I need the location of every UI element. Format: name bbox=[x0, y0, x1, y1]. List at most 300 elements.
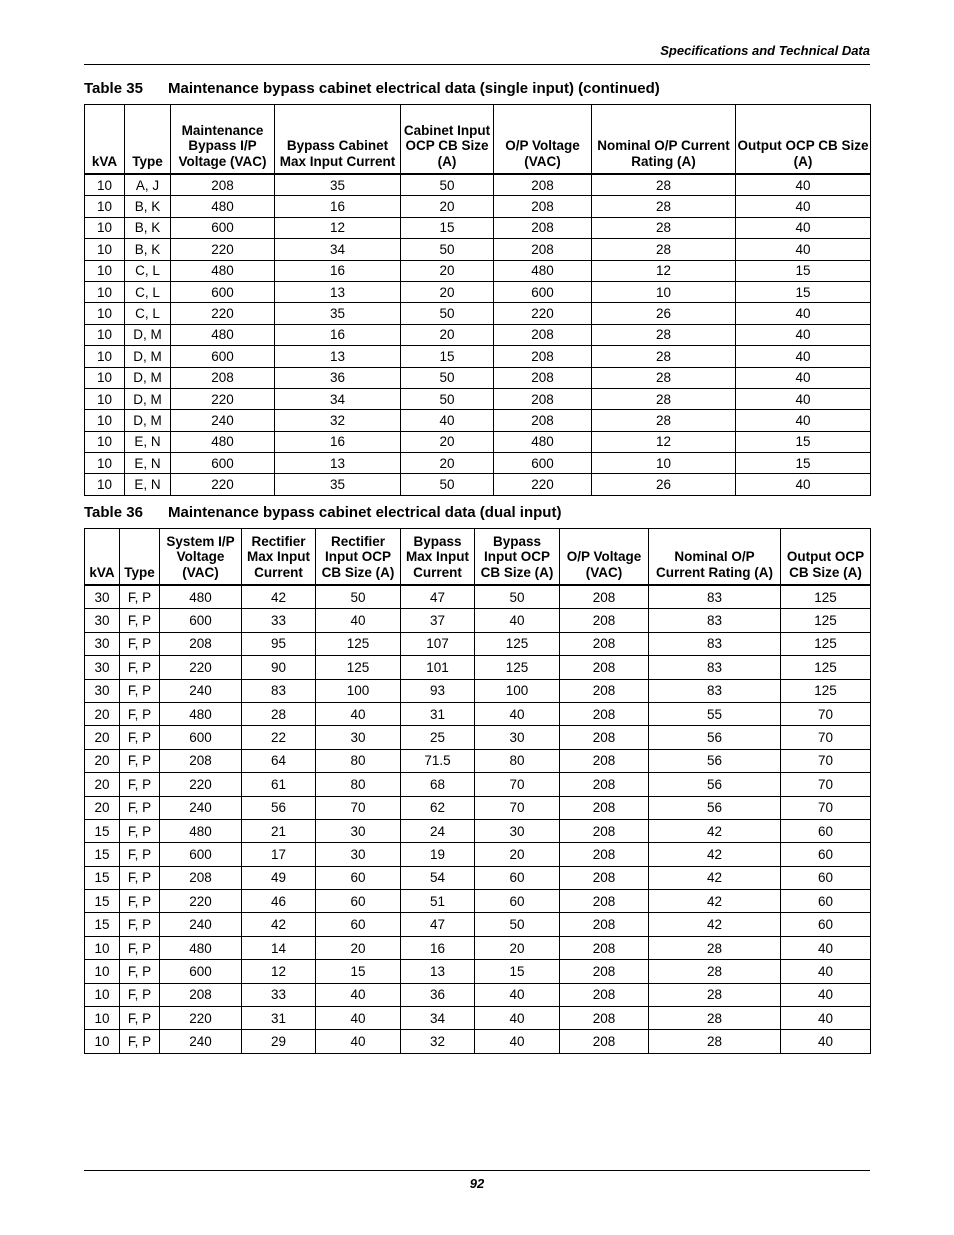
table-36-header-row bbox=[85, 529, 871, 586]
table-cell: 208 bbox=[560, 726, 649, 749]
table-row bbox=[85, 217, 871, 238]
table-cell: 20 bbox=[401, 324, 494, 345]
table-cell: 40 bbox=[781, 960, 871, 983]
table-row bbox=[85, 983, 871, 1006]
table-row bbox=[85, 174, 871, 196]
table-cell: 34 bbox=[275, 388, 401, 409]
table-cell: 10 bbox=[85, 936, 120, 959]
table-cell: 208 bbox=[171, 174, 275, 196]
table-cell: F, P bbox=[120, 843, 160, 866]
table-cell: C, L bbox=[125, 281, 171, 302]
table-cell: 208 bbox=[160, 749, 242, 772]
table-cell: 20 bbox=[475, 936, 560, 959]
table-cell: 40 bbox=[781, 1007, 871, 1030]
table-row bbox=[85, 656, 871, 679]
table-cell: 40 bbox=[475, 983, 560, 1006]
table-cell: 10 bbox=[85, 983, 120, 1006]
table-cell: F, P bbox=[120, 632, 160, 655]
table-35-title: Maintenance bypass cabinet electrical data (single input) (continued) bbox=[168, 80, 660, 97]
table-cell: 208 bbox=[494, 239, 592, 260]
table-row bbox=[85, 324, 871, 345]
table-row bbox=[85, 1030, 871, 1053]
table-cell: 30 bbox=[85, 609, 120, 632]
table-cell: 50 bbox=[401, 239, 494, 260]
table-cell: 60 bbox=[781, 913, 871, 936]
table-cell: 208 bbox=[560, 679, 649, 702]
table-cell: 40 bbox=[736, 239, 871, 260]
table-cell: 10 bbox=[85, 346, 125, 367]
table-cell: 50 bbox=[401, 174, 494, 196]
table-cell: 50 bbox=[401, 303, 494, 324]
table-cell: 46 bbox=[242, 890, 316, 913]
column-header-bypass-max-input-current: Bypass Max Input Current bbox=[401, 529, 475, 586]
table-row bbox=[85, 410, 871, 431]
table-cell: 16 bbox=[275, 260, 401, 281]
table-cell: 40 bbox=[316, 1030, 401, 1053]
table-cell: 208 bbox=[560, 609, 649, 632]
table-cell: 480 bbox=[160, 819, 242, 842]
table-36-title: Maintenance bypass cabinet electrical data (dual input) bbox=[168, 504, 562, 521]
table-cell: 50 bbox=[401, 367, 494, 388]
table-cell: 220 bbox=[160, 1007, 242, 1030]
table-cell: 240 bbox=[160, 796, 242, 819]
table-cell: 16 bbox=[275, 324, 401, 345]
table-35-number: Table 35 bbox=[84, 80, 143, 97]
table-cell: 15 bbox=[85, 843, 120, 866]
table-cell: 208 bbox=[560, 796, 649, 819]
table-cell: 40 bbox=[736, 410, 871, 431]
table-cell: 15 bbox=[85, 819, 120, 842]
table-36-number: Table 36 bbox=[84, 504, 143, 521]
table-cell: 64 bbox=[242, 749, 316, 772]
table-row bbox=[85, 239, 871, 260]
table-row bbox=[85, 453, 871, 474]
table-cell: 40 bbox=[736, 196, 871, 217]
table-cell: 480 bbox=[160, 702, 242, 725]
table-cell: 36 bbox=[275, 367, 401, 388]
table-cell: 40 bbox=[781, 1030, 871, 1053]
table-cell: 60 bbox=[316, 866, 401, 889]
table-row bbox=[85, 303, 871, 324]
table-cell: 70 bbox=[781, 773, 871, 796]
table-cell: 125 bbox=[781, 632, 871, 655]
table-cell: 208 bbox=[560, 960, 649, 983]
table-cell: 208 bbox=[160, 866, 242, 889]
table-cell: 40 bbox=[401, 410, 494, 431]
table-cell: 60 bbox=[781, 890, 871, 913]
table-cell: A, J bbox=[125, 174, 171, 196]
column-header-kva: kVA bbox=[85, 105, 125, 175]
table-cell: F, P bbox=[120, 656, 160, 679]
table-cell: 10 bbox=[85, 960, 120, 983]
table-cell: 42 bbox=[242, 913, 316, 936]
table-cell: 10 bbox=[85, 174, 125, 196]
table-cell: 125 bbox=[781, 585, 871, 609]
table-cell: 32 bbox=[401, 1030, 475, 1053]
table-cell: 31 bbox=[242, 1007, 316, 1030]
table-cell: 600 bbox=[171, 346, 275, 367]
table-cell: 20 bbox=[401, 453, 494, 474]
table-cell: 208 bbox=[560, 819, 649, 842]
table-cell: 40 bbox=[781, 983, 871, 1006]
table-cell: 30 bbox=[85, 585, 120, 609]
table-cell: 50 bbox=[401, 474, 494, 495]
table-cell: B, K bbox=[125, 239, 171, 260]
table-cell: 10 bbox=[85, 410, 125, 431]
table-cell: 208 bbox=[494, 388, 592, 409]
table-cell: E, N bbox=[125, 474, 171, 495]
table-cell: 80 bbox=[316, 749, 401, 772]
table-cell: 61 bbox=[242, 773, 316, 796]
table-cell: 83 bbox=[649, 585, 781, 609]
column-header-nominal-op-current: Nominal O/P Current Rating (A) bbox=[649, 529, 781, 586]
table-cell: 208 bbox=[560, 983, 649, 1006]
table-cell: F, P bbox=[120, 1030, 160, 1053]
table-cell: 83 bbox=[242, 679, 316, 702]
table-cell: 83 bbox=[649, 632, 781, 655]
table-cell: 10 bbox=[85, 474, 125, 495]
table-cell: F, P bbox=[120, 819, 160, 842]
table-cell: 34 bbox=[275, 239, 401, 260]
table-cell: 28 bbox=[649, 960, 781, 983]
table-36-caption bbox=[84, 504, 561, 521]
table-cell: B, K bbox=[125, 196, 171, 217]
table-cell: 220 bbox=[171, 474, 275, 495]
column-header-bypass-input-ocp: Bypass Input OCP CB Size (A) bbox=[475, 529, 560, 586]
table-row bbox=[85, 388, 871, 409]
table-cell: 16 bbox=[275, 196, 401, 217]
table-cell: 25 bbox=[401, 726, 475, 749]
table-cell: 480 bbox=[171, 431, 275, 452]
table-cell: 125 bbox=[781, 609, 871, 632]
table-cell: 40 bbox=[316, 983, 401, 1006]
table-cell: 220 bbox=[171, 388, 275, 409]
table-cell: 83 bbox=[649, 656, 781, 679]
table-cell: 15 bbox=[736, 431, 871, 452]
table-row bbox=[85, 702, 871, 725]
table-cell: 125 bbox=[781, 656, 871, 679]
table-cell: 49 bbox=[242, 866, 316, 889]
column-header-cabinet-input-ocp: Cabinet Input OCP CB Size (A) bbox=[401, 105, 494, 175]
table-cell: F, P bbox=[120, 679, 160, 702]
table-row bbox=[85, 196, 871, 217]
table-cell: 220 bbox=[171, 239, 275, 260]
column-header-output-ocp: Output OCP CB Size (A) bbox=[781, 529, 871, 586]
table-row bbox=[85, 1007, 871, 1030]
table-cell: 90 bbox=[242, 656, 316, 679]
table-cell: 47 bbox=[401, 913, 475, 936]
table-cell: 15 bbox=[85, 890, 120, 913]
table-cell: 30 bbox=[475, 819, 560, 842]
table-cell: 80 bbox=[316, 773, 401, 796]
table-cell: 30 bbox=[316, 843, 401, 866]
table-cell: 56 bbox=[649, 773, 781, 796]
table-row bbox=[85, 796, 871, 819]
table-cell: 480 bbox=[171, 260, 275, 281]
table-cell: F, P bbox=[120, 585, 160, 609]
table-cell: 40 bbox=[736, 174, 871, 196]
table-cell: 125 bbox=[316, 632, 401, 655]
table-cell: 125 bbox=[781, 679, 871, 702]
table-cell: 220 bbox=[160, 656, 242, 679]
table-cell: F, P bbox=[120, 936, 160, 959]
table-cell: 10 bbox=[85, 217, 125, 238]
table-cell: 21 bbox=[242, 819, 316, 842]
table-row bbox=[85, 890, 871, 913]
column-header-bypass-cabinet-max-input-current: Bypass Cabinet Max Input Current bbox=[275, 105, 401, 175]
table-cell: 208 bbox=[494, 410, 592, 431]
table-cell: 40 bbox=[316, 1007, 401, 1030]
table-cell: 10 bbox=[85, 324, 125, 345]
table-cell: 15 bbox=[736, 260, 871, 281]
table-cell: 480 bbox=[171, 324, 275, 345]
table-cell: 29 bbox=[242, 1030, 316, 1053]
table-cell: 60 bbox=[475, 866, 560, 889]
table-row bbox=[85, 260, 871, 281]
table-cell: 208 bbox=[560, 890, 649, 913]
table-cell: 20 bbox=[401, 431, 494, 452]
footer-rule bbox=[84, 1170, 870, 1171]
table-cell: 20 bbox=[85, 773, 120, 796]
table-cell: 208 bbox=[560, 843, 649, 866]
column-header-maintenance-bypass-voltage: Maintenance Bypass I/P Voltage (VAC) bbox=[171, 105, 275, 175]
table-cell: 600 bbox=[171, 453, 275, 474]
table-cell: 42 bbox=[649, 913, 781, 936]
table-cell: 40 bbox=[475, 1007, 560, 1030]
table-cell: D, M bbox=[125, 346, 171, 367]
table-cell: 30 bbox=[85, 679, 120, 702]
table-cell: 600 bbox=[160, 726, 242, 749]
table-cell: 31 bbox=[401, 702, 475, 725]
table-cell: 600 bbox=[171, 281, 275, 302]
table-cell: 20 bbox=[85, 796, 120, 819]
running-header: Specifications and Technical Data bbox=[660, 43, 870, 58]
table-cell: 20 bbox=[401, 281, 494, 302]
table-cell: 70 bbox=[475, 796, 560, 819]
table-cell: 55 bbox=[649, 702, 781, 725]
table-cell: 12 bbox=[275, 217, 401, 238]
table-cell: B, K bbox=[125, 217, 171, 238]
table-cell: 54 bbox=[401, 866, 475, 889]
table-cell: C, L bbox=[125, 260, 171, 281]
table-row bbox=[85, 474, 871, 495]
table-cell: 10 bbox=[85, 239, 125, 260]
table-cell: 10 bbox=[85, 388, 125, 409]
table-cell: 60 bbox=[316, 890, 401, 913]
table-cell: 10 bbox=[85, 281, 125, 302]
table-cell: D, M bbox=[125, 388, 171, 409]
table-cell: E, N bbox=[125, 453, 171, 474]
table-cell: 50 bbox=[475, 913, 560, 936]
table-cell: 30 bbox=[316, 819, 401, 842]
table-cell: F, P bbox=[120, 890, 160, 913]
table-cell: 220 bbox=[160, 890, 242, 913]
table-cell: 10 bbox=[85, 431, 125, 452]
table-cell: 71.5 bbox=[401, 749, 475, 772]
table-cell: 35 bbox=[275, 474, 401, 495]
table-cell: 42 bbox=[649, 819, 781, 842]
table-cell: 28 bbox=[649, 1030, 781, 1053]
table-cell: 208 bbox=[160, 983, 242, 1006]
table-cell: 40 bbox=[736, 346, 871, 367]
table-cell: 28 bbox=[592, 367, 736, 388]
table-cell: 10 bbox=[85, 1007, 120, 1030]
table-cell: 125 bbox=[475, 656, 560, 679]
table-cell: 208 bbox=[494, 324, 592, 345]
table-cell: 28 bbox=[592, 239, 736, 260]
table-cell: 30 bbox=[85, 656, 120, 679]
column-header-type: Type bbox=[120, 529, 160, 586]
table-cell: F, P bbox=[120, 983, 160, 1006]
table-cell: 40 bbox=[316, 702, 401, 725]
table-cell: 208 bbox=[560, 749, 649, 772]
table-cell: 40 bbox=[736, 324, 871, 345]
table-row bbox=[85, 726, 871, 749]
table-cell: 56 bbox=[649, 796, 781, 819]
table-cell: F, P bbox=[120, 796, 160, 819]
table-cell: 208 bbox=[560, 702, 649, 725]
table-cell: 28 bbox=[592, 324, 736, 345]
table-36-body bbox=[85, 585, 871, 1053]
page-number: 92 bbox=[469, 1176, 485, 1191]
table-row bbox=[85, 936, 871, 959]
table-cell: 83 bbox=[649, 679, 781, 702]
table-cell: 10 bbox=[85, 367, 125, 388]
table-cell: 20 bbox=[401, 196, 494, 217]
table-cell: 40 bbox=[316, 609, 401, 632]
table-cell: 208 bbox=[560, 1030, 649, 1053]
table-cell: 208 bbox=[560, 913, 649, 936]
table-35-header-row bbox=[85, 105, 871, 175]
table-cell: 40 bbox=[475, 1030, 560, 1053]
table-row bbox=[85, 960, 871, 983]
table-cell: 68 bbox=[401, 773, 475, 796]
table-row bbox=[85, 367, 871, 388]
table-cell: F, P bbox=[120, 749, 160, 772]
table-cell: 28 bbox=[649, 936, 781, 959]
table-cell: 15 bbox=[85, 913, 120, 936]
table-cell: F, P bbox=[120, 773, 160, 796]
table-cell: 20 bbox=[475, 843, 560, 866]
table-cell: C, L bbox=[125, 303, 171, 324]
table-cell: 28 bbox=[649, 1007, 781, 1030]
table-cell: 93 bbox=[401, 679, 475, 702]
column-header-kva: kVA bbox=[85, 529, 120, 586]
table-cell: 70 bbox=[781, 749, 871, 772]
table-cell: 60 bbox=[781, 843, 871, 866]
table-cell: 600 bbox=[160, 843, 242, 866]
table-cell: F, P bbox=[120, 609, 160, 632]
table-cell: 600 bbox=[160, 609, 242, 632]
table-cell: 60 bbox=[781, 819, 871, 842]
column-header-rectifier-max-input-current: Rectifier Max Input Current bbox=[242, 529, 316, 586]
table-cell: 600 bbox=[494, 453, 592, 474]
table-cell: 83 bbox=[649, 609, 781, 632]
table-cell: 28 bbox=[592, 410, 736, 431]
table-cell: 40 bbox=[736, 217, 871, 238]
table-cell: 33 bbox=[242, 983, 316, 1006]
table-cell: 70 bbox=[475, 773, 560, 796]
table-cell: 40 bbox=[475, 702, 560, 725]
table-cell: 240 bbox=[160, 913, 242, 936]
table-cell: 50 bbox=[401, 388, 494, 409]
table-cell: 125 bbox=[316, 656, 401, 679]
table-cell: 13 bbox=[275, 346, 401, 367]
table-cell: 220 bbox=[171, 303, 275, 324]
table-cell: 70 bbox=[781, 726, 871, 749]
table-cell: 480 bbox=[160, 585, 242, 609]
table-cell: 30 bbox=[475, 726, 560, 749]
table-cell: 208 bbox=[494, 367, 592, 388]
table-cell: 28 bbox=[592, 217, 736, 238]
table-row bbox=[85, 843, 871, 866]
column-header-type: Type bbox=[125, 105, 171, 175]
table-cell: 208 bbox=[560, 866, 649, 889]
table-cell: 24 bbox=[401, 819, 475, 842]
column-header-rectifier-input-ocp: Rectifier Input OCP CB Size (A) bbox=[316, 529, 401, 586]
table-cell: 13 bbox=[275, 281, 401, 302]
table-cell: 28 bbox=[592, 196, 736, 217]
table-cell: 32 bbox=[275, 410, 401, 431]
table-cell: 240 bbox=[160, 1030, 242, 1053]
table-cell: 10 bbox=[85, 196, 125, 217]
table-row bbox=[85, 679, 871, 702]
table-cell: 28 bbox=[649, 983, 781, 1006]
table-cell: 600 bbox=[160, 960, 242, 983]
table-cell: 125 bbox=[475, 632, 560, 655]
table-cell: 20 bbox=[85, 749, 120, 772]
table-cell: 28 bbox=[592, 174, 736, 196]
table-cell: 40 bbox=[475, 609, 560, 632]
table-row bbox=[85, 749, 871, 772]
table-cell: 220 bbox=[494, 303, 592, 324]
table-cell: 220 bbox=[160, 773, 242, 796]
table-cell: 28 bbox=[592, 388, 736, 409]
table-row bbox=[85, 346, 871, 367]
table-cell: 20 bbox=[85, 726, 120, 749]
table-cell: 10 bbox=[85, 303, 125, 324]
table-cell: D, M bbox=[125, 324, 171, 345]
table-cell: 42 bbox=[649, 843, 781, 866]
table-cell: 36 bbox=[401, 983, 475, 1006]
table-cell: 12 bbox=[592, 431, 736, 452]
table-cell: 12 bbox=[592, 260, 736, 281]
table-35-caption bbox=[84, 80, 660, 97]
table-cell: 26 bbox=[592, 303, 736, 324]
table-cell: 100 bbox=[316, 679, 401, 702]
table-cell: 30 bbox=[316, 726, 401, 749]
table-cell: 70 bbox=[316, 796, 401, 819]
table-35-body bbox=[85, 174, 871, 495]
table-cell: 10 bbox=[85, 260, 125, 281]
table-cell: 10 bbox=[85, 453, 125, 474]
table-cell: 35 bbox=[275, 174, 401, 196]
table-cell: 15 bbox=[736, 453, 871, 474]
table-cell: 600 bbox=[171, 217, 275, 238]
header-rule bbox=[84, 64, 870, 65]
table-cell: 15 bbox=[85, 866, 120, 889]
table-cell: 14 bbox=[242, 936, 316, 959]
table-cell: 240 bbox=[171, 410, 275, 431]
table-cell: 40 bbox=[781, 936, 871, 959]
table-cell: 60 bbox=[316, 913, 401, 936]
table-cell: 60 bbox=[781, 866, 871, 889]
table-cell: 42 bbox=[649, 890, 781, 913]
table-cell: 13 bbox=[275, 453, 401, 474]
table-cell: D, M bbox=[125, 367, 171, 388]
table-cell: 480 bbox=[171, 196, 275, 217]
column-header-system-ip-voltage: System I/P Voltage (VAC) bbox=[160, 529, 242, 586]
